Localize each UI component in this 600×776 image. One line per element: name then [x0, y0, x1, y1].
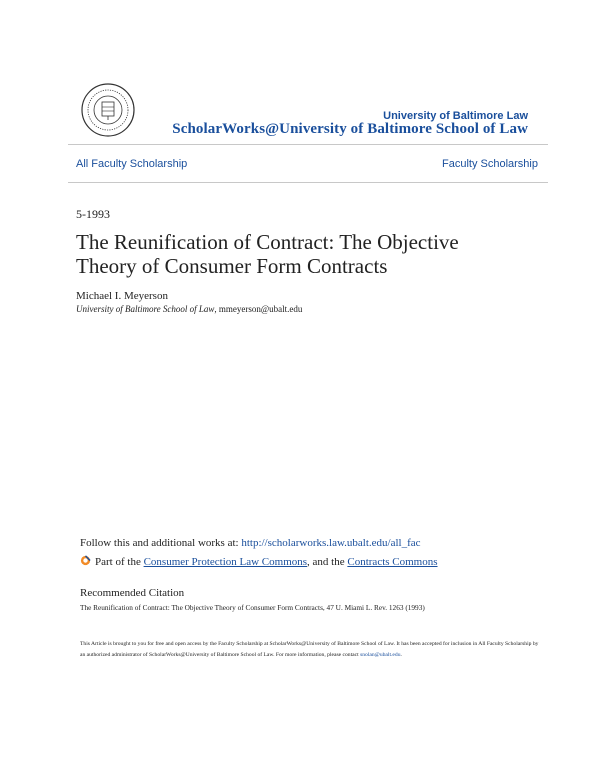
- nav-link-all-faculty[interactable]: All Faculty Scholarship: [76, 158, 188, 170]
- follow-line: [80, 537, 421, 549]
- follow-url-link[interactable]: http://scholarworks.law.ubalt.edu/all_fac: [241, 537, 421, 549]
- commons-link-contracts[interactable]: Contracts Commons: [347, 556, 438, 568]
- notice-end: .: [400, 652, 402, 658]
- header-divider-top: [68, 144, 548, 145]
- university-seal-logo: [80, 82, 136, 138]
- author-affiliation: [76, 304, 302, 314]
- title-line-1: The Reunification of Contract: The Objective: [76, 230, 459, 254]
- title-line-2: Theory of Consumer Form Contracts: [76, 254, 388, 278]
- commons-link-consumer-protection[interactable]: Consumer Protection Law Commons: [143, 556, 308, 568]
- recommended-citation-text: The Reunification of Contract: The Objective Theory of Consumer Form Contracts, 47 U. Miami L. Rev. 1263 (1993): [80, 603, 425, 612]
- contact-email-link[interactable]: snolan@ubalt.edu: [360, 652, 401, 658]
- institution-small-heading: University of Baltimore Law: [383, 110, 528, 122]
- nav-link-faculty-scholarship[interactable]: Faculty Scholarship: [442, 158, 538, 170]
- institution-large-heading: ScholarWorks@University of Baltimore School of Law: [172, 121, 528, 137]
- recommended-citation-heading: Recommended Citation: [80, 587, 185, 599]
- affiliation-institution: University of Baltimore School of Law: [76, 304, 215, 314]
- author-name: Michael I. Meyerson: [76, 290, 168, 302]
- access-notice: [80, 639, 540, 661]
- part-of-line: [80, 555, 438, 568]
- header-divider-bottom: [68, 182, 548, 183]
- partof-prefix: Part of the: [95, 556, 144, 568]
- publication-date: 5-1993: [76, 207, 110, 221]
- partof-mid: , and the: [307, 556, 348, 568]
- follow-prefix: Follow this and additional works at:: [80, 537, 242, 549]
- notice-text: This Article is brought to you for free and open access by the Faculty Scholarship at ScholarWorks@University of Baltimore School of Law. It has been accepted for inclusion in All Faculty Scholarship by an authorized administrator of ScholarWorks@University of Baltimore School of Law. For more information, please contact: [80, 641, 539, 658]
- author-email: , mmeyerson@ubalt.edu: [214, 304, 303, 314]
- document-title: [76, 230, 546, 278]
- open-access-icon: [80, 555, 91, 566]
